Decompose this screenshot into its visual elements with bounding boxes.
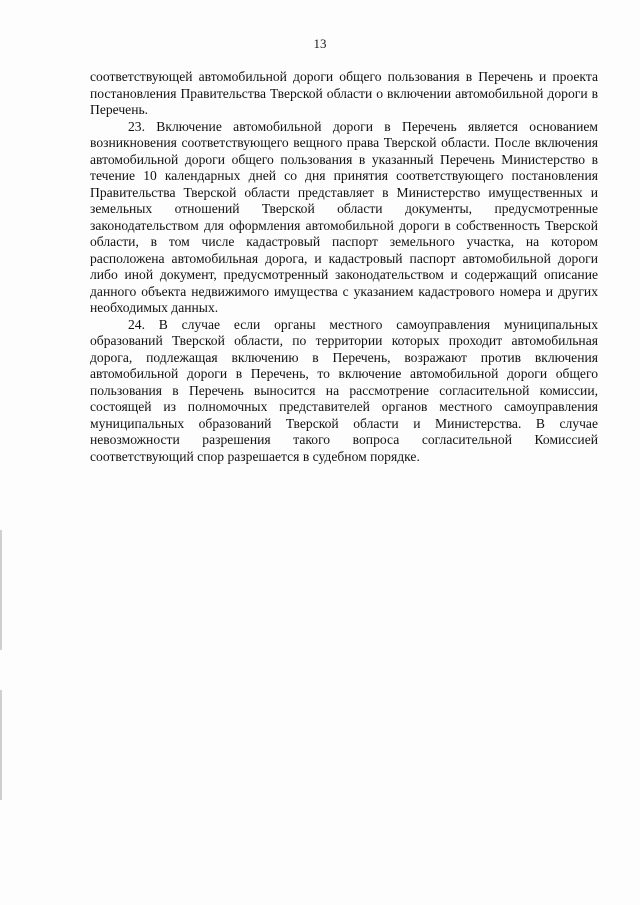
scan-edge-mark [0,530,2,650]
paragraph-item-24: 24. В случае если органы местного самоуправления муниципальных образований Тверской области, по территории которых проходит автомобильная дорога, подлежащая включению в Перечень, возражают против включения автомобильной дороги в Перечень, то включение автомобильной дороги общего пользования в Перечень выносится на рассмотрение согласительной комиссии, состоящей из полномочных представителей органов местного самоуправления муниципальных образований Тверской области и Министерства. В случае невозможности разрешения такого вопроса согласительной Комиссией соответствующий спор разрешается в судебном порядке. [90,316,598,464]
paragraph-item-23: 23. Включение автомобильной дороги в Перечень является основанием возникновения соответствующего вещного права Тверской области. После включения автомобильной дороги общего пользования в указанный Перечень Министерство в течение 10 календарных дней со дня принятия соответствующего постановления Правительства Тверской области представляет в Министерство имущественных и земельных отношений Тверской области документы, предусмотренные законодательством для оформления автомобильной дороги в собственность Тверской области, в том числе кадастровый паспорт земельного участка, на котором расположена автомобильная дорога, и кадастровый паспорт автомобильной дороги либо иной документ, предусмотренный законодательством и содержащий описание данного объекта недвижимого имущества с указанием кадастрового номера и других необходимых данных. [90,118,598,315]
paragraph-continuation: соответствующей автомобильной дороги общего пользования в Перечень и проекта постановления Правительства Тверской области о включении автомобильной дороги в Перечень. [90,69,598,117]
page-number: 13 [313,36,327,51]
scan-edge-mark [0,690,2,800]
document-body [90,69,598,465]
